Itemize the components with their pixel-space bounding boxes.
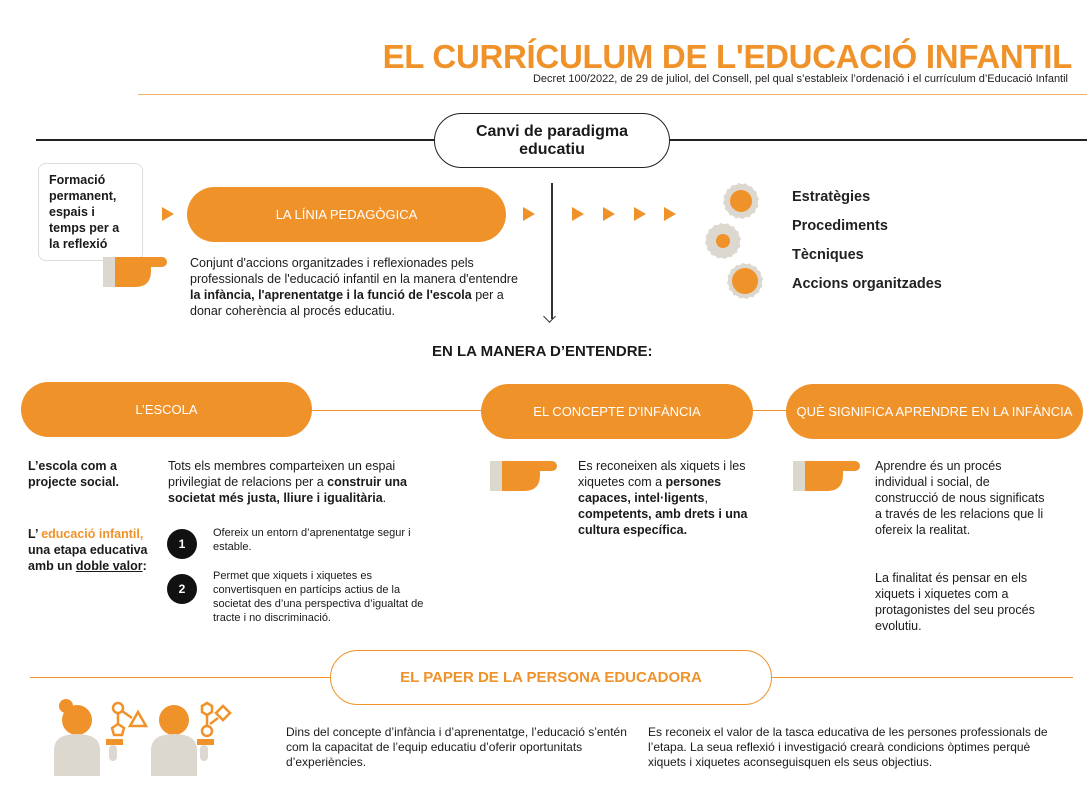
pedagogical-line-pill bbox=[187, 187, 506, 242]
value-underline: doble valor bbox=[75, 559, 143, 573]
pedagogical-line-label: LA LÍNIA PEDAGÒGICA bbox=[275, 207, 418, 222]
desc-text-end: per a donar coherència al procés educatiu. bbox=[190, 288, 504, 318]
arrow-right-icon bbox=[634, 207, 646, 221]
paradigm-line1: Canvi de paradigma bbox=[475, 123, 629, 140]
number-badge: 2 bbox=[167, 574, 197, 604]
childhood-text-bold: competents, amb drets i una cultura específica. bbox=[578, 507, 748, 537]
learning-label: QUÈ SIGNIFICA APRENDRE EN LA INFÀNCIA bbox=[796, 404, 1073, 419]
strategy-item: Tècniques bbox=[792, 247, 864, 263]
childhood-text-plain: Es reconeixen als xiquets i les xiquetes com a bbox=[578, 459, 746, 489]
gear-icon bbox=[704, 222, 742, 265]
learning-para2: La finalitat és pensar en els xiquets i xiquetes com a protagonistes del seu procés evolutiu. bbox=[875, 571, 1035, 633]
value-suffix: : bbox=[142, 559, 147, 573]
childhood-text-bold: persones capaces, intel·ligents bbox=[578, 475, 722, 505]
strategy-item: Accions organitzades bbox=[792, 276, 942, 292]
arrow-right-icon bbox=[664, 207, 676, 221]
gear-icon bbox=[722, 182, 760, 225]
gear-icon bbox=[726, 262, 764, 305]
school-project-title: L’escola com a projecte social. bbox=[28, 459, 120, 489]
pointing-hand-cuff bbox=[793, 461, 805, 491]
educator-para2: Es reconeix el valor de la tasca educativa de les persones professionals de l’etapa. La seua reflexió i investigació crearà condicions òptimes perquè xiquets i xiquetes aconseguisquen els seus objectius. bbox=[648, 725, 1048, 769]
value-highlight: educació infantil, bbox=[41, 527, 144, 541]
educator-label: EL PAPER DE LA PERSONA EDUCADORA bbox=[400, 669, 702, 686]
paradigm-pill bbox=[434, 113, 670, 168]
school-value-text bbox=[28, 526, 153, 574]
shared-bold: construir una societat més justa, lliure i igualitària bbox=[168, 475, 407, 505]
arrow-right-icon bbox=[572, 207, 584, 221]
childhood-text bbox=[578, 458, 758, 538]
page-subtitle: Decret 100/2022, de 29 de juliol, del Consell, pel qual s’estableix l’ordenació i el currículum d’Educació Infantil bbox=[532, 73, 1068, 85]
educator-illustration-icon bbox=[52, 698, 232, 783]
shared-text: Tots els membres comparteixen un espai privilegiat de relacions per a bbox=[168, 459, 396, 489]
pointing-hand-icon bbox=[805, 461, 860, 491]
value-middle: una etapa educativa amb un bbox=[28, 543, 148, 573]
educator-line-right bbox=[770, 677, 1073, 678]
paradigm-line2: educatiu bbox=[519, 141, 585, 158]
pointing-hand-icon bbox=[502, 461, 557, 491]
strategy-item: Estratègies bbox=[792, 189, 871, 205]
strategy-item: Procediments bbox=[792, 218, 888, 234]
educator-pill bbox=[330, 650, 772, 705]
header-divider bbox=[138, 94, 1087, 95]
page-title: EL CURRÍCULUM DE L'EDUCACIÓ INFANTIL bbox=[382, 38, 1072, 75]
pedagogical-line-description bbox=[190, 255, 520, 319]
desc-bold: la infància, l'aprenentatge i la funció de l'escola bbox=[190, 288, 472, 302]
understanding-heading: EN LA MANERA D’ENTENDRE: bbox=[432, 343, 653, 360]
value-prefix: L’ bbox=[28, 527, 42, 541]
arrow-right-icon bbox=[162, 207, 174, 221]
pointing-hand-cuff bbox=[103, 257, 115, 287]
educator-para1: Dins del concepte d’infància i d’aprenentatge, l’educació s’entén com la capacitat de l’equip educatiu d’oferir oportunitats d’experiències. bbox=[286, 725, 627, 769]
shared-end: . bbox=[382, 491, 387, 505]
school-point: Permet que xiquets i xiquetes es convertisquen en partícips actius de la societat des d’una perspectiva d’igualtat de tracte i no discriminació. bbox=[213, 570, 424, 624]
childhood-comma: , bbox=[704, 491, 708, 505]
learning-pill bbox=[786, 384, 1083, 439]
educator-line-left bbox=[30, 677, 332, 678]
school-label: L’ESCOLA bbox=[135, 402, 198, 417]
learning-para1: Aprendre és un procés individual i social, de construcció de nous significats a través de les relacions que li ofereix la realitat. bbox=[875, 459, 1045, 537]
down-arrow-line bbox=[551, 183, 553, 319]
school-pill bbox=[21, 382, 312, 437]
formation-box bbox=[38, 163, 143, 261]
desc-text: Conjunt d'accions organitzades i reflexionades pels professionals de l'educació infantil en la manera d'entendre bbox=[190, 256, 518, 286]
paradigm-line-left bbox=[36, 139, 436, 141]
childhood-label: EL CONCEPTE D'INFÀNCIA bbox=[533, 404, 701, 419]
arrow-right-icon bbox=[603, 207, 615, 221]
childhood-pill bbox=[481, 384, 753, 439]
number-badge: 1 bbox=[167, 529, 197, 559]
paradigm-line-right bbox=[668, 139, 1087, 141]
pointing-hand-icon bbox=[115, 257, 167, 287]
arrow-right-icon bbox=[523, 207, 535, 221]
pointing-hand-cuff bbox=[490, 461, 502, 491]
down-arrow-head-icon bbox=[543, 310, 556, 323]
school-shared-text bbox=[168, 458, 438, 506]
school-point: Ofereix un entorn d’aprenentatge segur i estable. bbox=[213, 527, 411, 553]
formation-text: Formació permanent, espais i temps per a la reflexió bbox=[49, 173, 120, 251]
